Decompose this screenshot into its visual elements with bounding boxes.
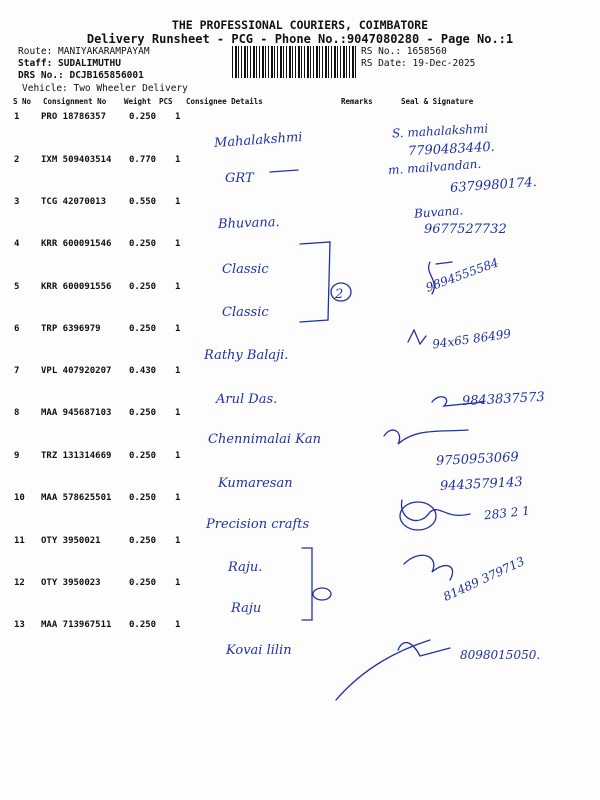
- consignee-handwriting: Kovai lilin: [226, 643, 292, 658]
- consignee-handwriting: Raju.: [228, 560, 263, 575]
- row-weight: 0.250: [129, 620, 157, 630]
- row-sno: 12: [14, 578, 25, 588]
- row-pcs: 1: [175, 197, 181, 207]
- consignee-handwriting: Classic: [222, 305, 269, 320]
- row-weight: 0.250: [129, 493, 157, 503]
- col-consignee: Consignee Details: [186, 97, 263, 106]
- row-sno: 9: [14, 451, 20, 461]
- row-weight: 0.550: [129, 197, 157, 207]
- consignee-handwriting: Chennimalai Kan: [208, 432, 322, 447]
- row-weight: 0.250: [129, 536, 157, 546]
- col-consignment: Consignment No: [43, 97, 107, 106]
- signature-handwriting: 9894555584: [423, 255, 501, 295]
- row-weight: 0.250: [129, 408, 157, 418]
- row-consignment: MAA 713967511: [41, 620, 112, 630]
- col-pcs: PCS: [159, 97, 173, 106]
- row-sno: 4: [14, 239, 20, 249]
- col-weight: Weight: [124, 97, 152, 106]
- row-weight: 0.430: [129, 366, 157, 376]
- row-consignment: TRZ 131314669: [41, 451, 112, 461]
- row-sno: 2: [14, 155, 20, 165]
- scribble-mark: [336, 640, 450, 700]
- signature-handwriting: 9677527732: [424, 222, 507, 237]
- signature-handwriting: 81489 379713: [441, 554, 527, 604]
- row-consignment: MAA 945687103: [41, 408, 112, 418]
- row-pcs: 1: [175, 536, 181, 546]
- row-consignment: TCG 42070013: [41, 197, 107, 207]
- consignee-handwriting: GRT: [225, 171, 254, 186]
- underline-mark: [270, 170, 298, 172]
- row-sno: 13: [14, 620, 25, 630]
- rs-number: RS No.: 1658560: [361, 46, 447, 57]
- row-pcs: 1: [175, 112, 181, 122]
- runsheet-title: Delivery Runsheet - PCG - Phone No.:9047080280 - Page No.:1: [86, 32, 514, 46]
- signature-handwriting: 8098015050.: [460, 648, 541, 662]
- signature-handwriting: Buvana.: [413, 203, 464, 221]
- row-consignment: TRP 6396979: [41, 324, 101, 334]
- signature-handwriting: 9750953069: [435, 449, 520, 470]
- col-seal: Seal & Signature: [401, 97, 474, 106]
- row-weight: 0.250: [129, 578, 157, 588]
- row-pcs: 1: [175, 155, 181, 165]
- consignee-handwriting: Precision crafts: [206, 517, 310, 532]
- scribble-mark: [404, 555, 453, 580]
- scribble-mark: [432, 397, 484, 406]
- row-sno: 3: [14, 197, 20, 207]
- signature-handwriting: 6379980174.: [449, 174, 538, 197]
- row-sno: 8: [14, 408, 20, 418]
- row-sno: 1: [14, 112, 20, 122]
- row-pcs: 1: [175, 493, 181, 503]
- signature-handwriting: 94x65 86499: [431, 326, 512, 352]
- signature-handwriting: 9443579143: [439, 474, 524, 495]
- row-sno: 6: [14, 324, 20, 334]
- signature-handwriting: 7790483440.: [407, 139, 496, 160]
- row-consignment: KRR 600091546: [41, 239, 112, 249]
- consignee-handwriting: Raju: [231, 601, 262, 616]
- row-weight: 0.250: [129, 282, 157, 292]
- row-weight: 0.250: [129, 324, 157, 334]
- bracket-mark: [300, 242, 330, 322]
- scribble-mark: [408, 330, 426, 344]
- consignee-handwriting: Arul Das.: [216, 392, 278, 407]
- row-consignment: VPL 407920207: [41, 366, 112, 376]
- row-weight: 0.250: [129, 112, 157, 122]
- row-sno: 5: [14, 282, 20, 292]
- consignee-handwriting: Mahalakshmi: [213, 129, 303, 152]
- vehicle-label: Vehicle: Two Wheeler Delivery: [22, 83, 188, 94]
- row-consignment: MAA 578625501: [41, 493, 112, 503]
- col-sno: S No: [13, 97, 32, 106]
- row-consignment: OTY 3950023: [41, 578, 101, 588]
- row-consignment: PRO 18786357: [41, 112, 107, 122]
- row-consignment: KRR 600091556: [41, 282, 112, 292]
- signature-handwriting: 9843837573: [461, 389, 546, 410]
- row-pcs: 1: [175, 408, 181, 418]
- route-label: Route: MANIYAKARAMPAYAM: [18, 46, 150, 57]
- row-weight: 0.250: [129, 451, 157, 461]
- signature-handwriting: 283 2 1: [483, 503, 531, 523]
- consignee-handwriting: Kumaresan: [218, 476, 293, 491]
- row-sno: 11: [14, 536, 25, 546]
- row-pcs: 1: [175, 239, 181, 249]
- row-pcs: 1: [175, 324, 181, 334]
- signature-handwriting: S. mahalakshmi: [391, 121, 489, 141]
- row-weight: 0.250: [129, 239, 157, 249]
- row-pcs: 1: [175, 366, 181, 376]
- col-remarks: Remarks: [341, 97, 373, 106]
- bracket-mark: [302, 548, 312, 620]
- row-pcs: 1: [175, 578, 181, 588]
- company-name: THE PROFESSIONAL COURIERS, COIMBATORE: [171, 18, 429, 32]
- circle-mark: [313, 588, 331, 600]
- row-sno: 10: [14, 493, 25, 503]
- scribble-mark: [429, 262, 452, 294]
- rs-date: RS Date: 19-Dec-2025: [361, 58, 476, 69]
- row-weight: 0.770: [129, 155, 157, 165]
- staff-label: Staff: SUDALIMUTHU: [18, 58, 121, 69]
- consignee-handwriting: Classic: [222, 262, 269, 277]
- drs-label: DRS No.: DCJB165856001: [18, 70, 144, 81]
- row-consignment: IXM 509403514: [41, 155, 112, 165]
- row-pcs: 1: [175, 620, 181, 630]
- consignee-handwriting: Rathy Balaji.: [204, 348, 289, 363]
- consignee-handwriting: Bhuvana.: [217, 214, 280, 233]
- row-consignment: OTY 3950021: [41, 536, 101, 546]
- row-pcs: 1: [175, 282, 181, 292]
- signature-handwriting: m. mailvandan.: [387, 156, 482, 178]
- bracket-count: 2: [335, 287, 344, 302]
- row-sno: 7: [14, 366, 20, 376]
- scribble-mark: [384, 430, 468, 444]
- row-pcs: 1: [175, 451, 181, 461]
